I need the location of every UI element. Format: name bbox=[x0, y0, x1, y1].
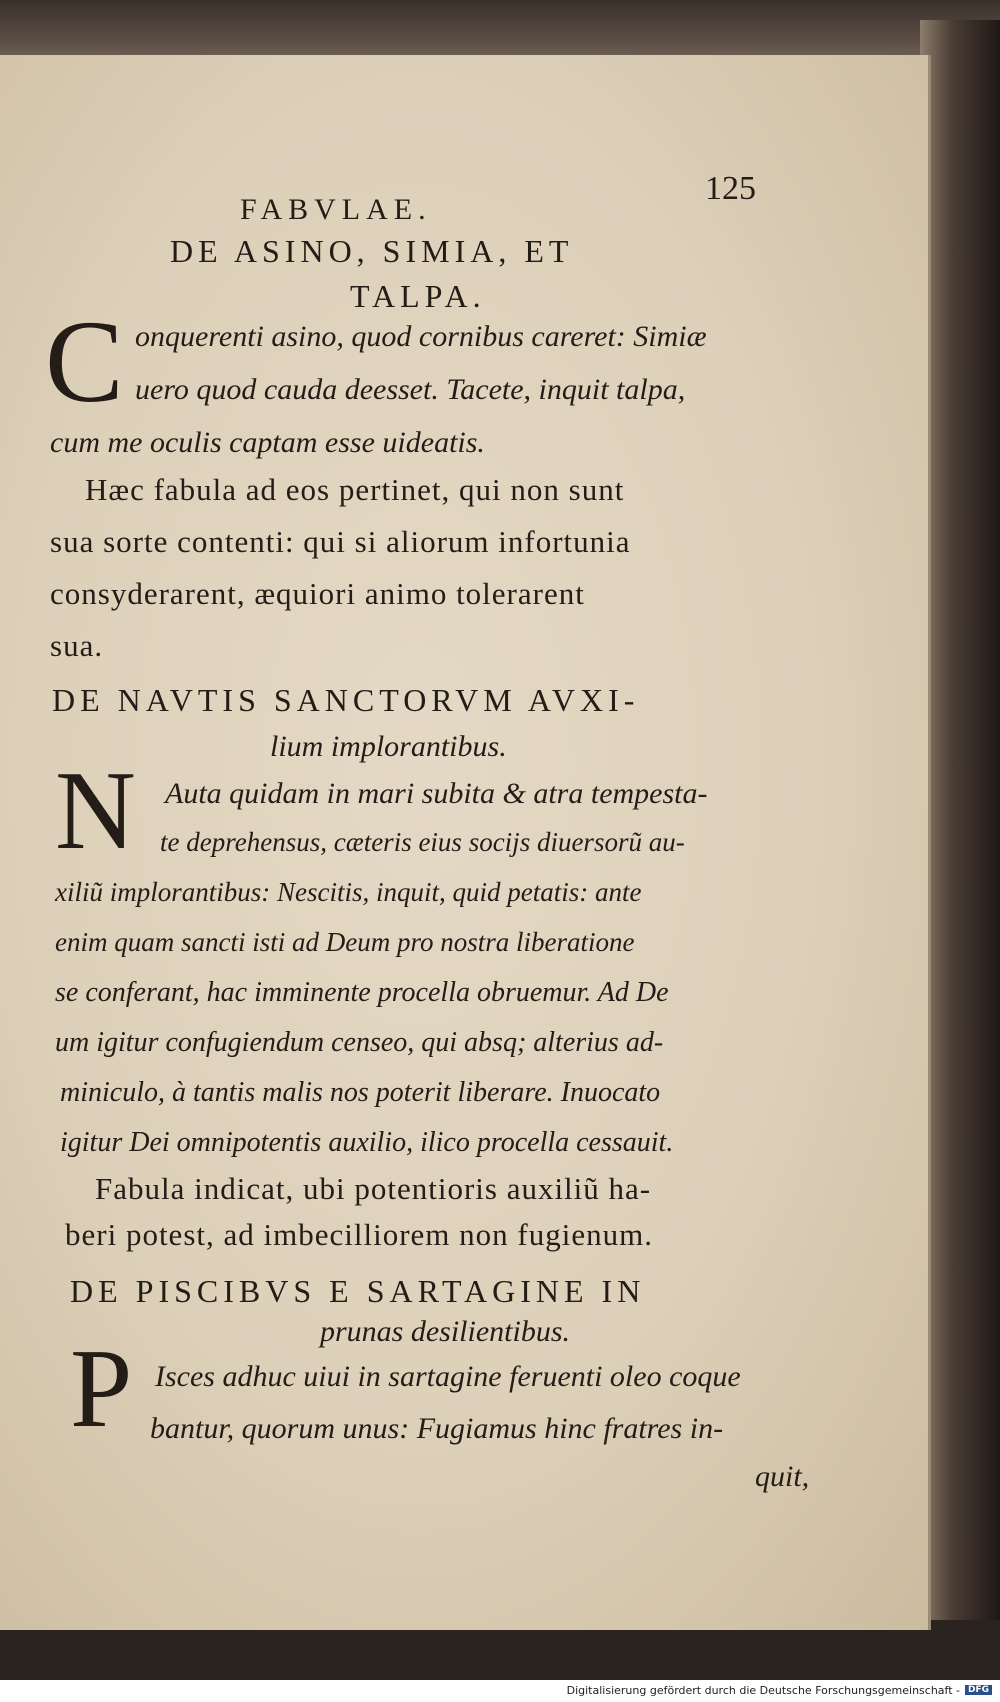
fable1-moral-line: sua. bbox=[50, 628, 104, 663]
fable2-line: xiliũ implorantibus: Nescitis, inquit, quid petatis: ante bbox=[55, 877, 642, 907]
fable3-title-line1: DE PISCIBVS E SARTAGINE IN bbox=[70, 1273, 646, 1309]
book-page bbox=[0, 55, 931, 1630]
running-head: FABVLAE. bbox=[240, 193, 432, 226]
fable1-line: uero quod cauda deesset. Tacete, inquit talpa, bbox=[135, 373, 686, 406]
fable2-title-line2: lium implorantibus. bbox=[270, 730, 507, 763]
fable3-initial: P bbox=[70, 1327, 133, 1451]
fable1-moral-line: Hæc fabula ad eos pertinet, qui non sunt bbox=[85, 472, 625, 507]
fable1-title-line2: TALPA. bbox=[350, 278, 486, 314]
fable2-initial: N bbox=[55, 749, 136, 873]
page-number: 125 bbox=[705, 170, 756, 207]
fable3-title-line2: prunas desilientibus. bbox=[320, 1315, 571, 1348]
fable3-line: Isces adhuc uiui in sartagine feruenti oleo coque bbox=[155, 1360, 741, 1393]
fable2-line: igitur Dei omnipotentis auxilio, ilico procella cessauit. bbox=[60, 1127, 674, 1158]
fable1-moral-line: sua sorte contenti: qui si aliorum infortunia bbox=[50, 524, 631, 559]
dfg-logo: DFG bbox=[965, 1685, 992, 1695]
fable1-initial: C bbox=[45, 296, 124, 427]
book-page-edges bbox=[920, 20, 1000, 1620]
fable3-line: quit, bbox=[755, 1460, 810, 1493]
fable1-line: cum me oculis captam esse uideatis. bbox=[50, 426, 485, 459]
fable3-line: bantur, quorum unus: Fugiamus hinc fratres in- bbox=[150, 1412, 724, 1445]
fable2-title-line1: DE NAVTIS SANCTORVM AVXI- bbox=[52, 682, 640, 718]
fable2-moral-line: Fabula indicat, ubi potentioris auxiliũ ha- bbox=[95, 1171, 652, 1206]
fable1-moral-line: consyderarent, æquiori animo tolerarent bbox=[50, 576, 585, 611]
fable2-line: um igitur confugiendum censeo, qui absq; alterius ad- bbox=[55, 1027, 664, 1058]
footer-credit: Digitalisierung gefördert durch die Deutsche Forschungsgemeinschaft - bbox=[566, 1684, 960, 1697]
fable2-line: miniculo, à tantis malis nos poterit liberare. Inuocato bbox=[60, 1077, 661, 1108]
fable2-line: Auta quidam in mari subita & atra tempesta- bbox=[165, 777, 708, 810]
fable1-line: onquerenti asino, quod cornibus careret: Simiæ bbox=[135, 320, 707, 353]
fable1-title-line1: DE ASINO, SIMIA, ET bbox=[170, 233, 574, 269]
fable2-line: se conferant, hac imminente procella obruemur. Ad De bbox=[55, 977, 669, 1008]
fable2-line: te deprehensus, cæteris eius socijs diuersorũ au- bbox=[160, 827, 685, 857]
fable2-line: enim quam sancti isti ad Deum pro nostra liberatione bbox=[55, 927, 635, 957]
fable2-moral-line: beri potest, ad imbecilliorem non fugienum. bbox=[65, 1217, 653, 1252]
